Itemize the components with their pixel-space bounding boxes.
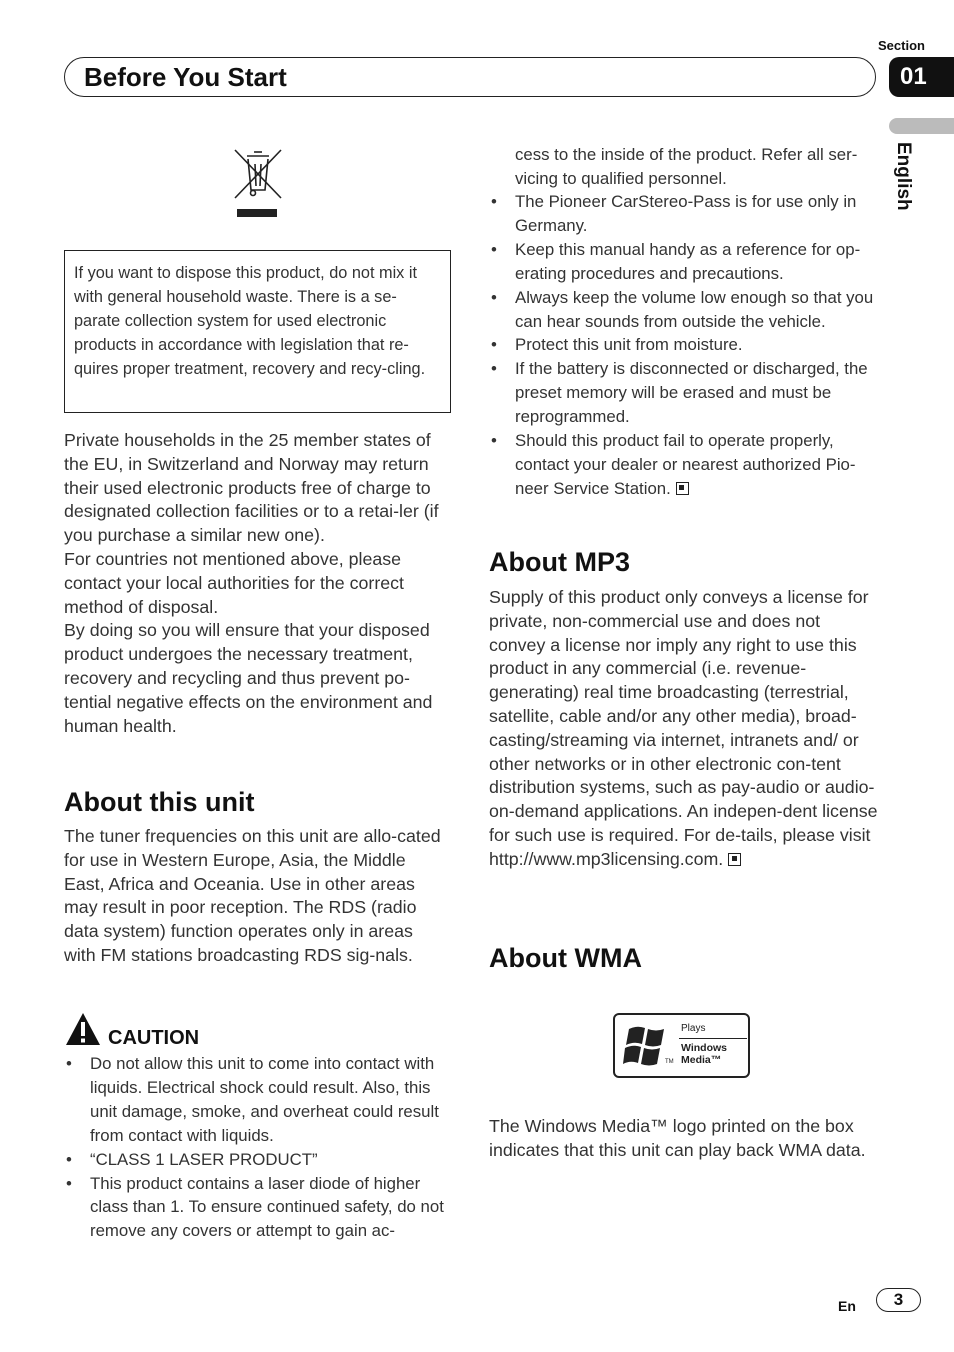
disposal-paragraph: By doing so you will ensure that your disposed product undergoes the necessary treatment, recovery and recycling and thus prevent po-tential negative effects on the environment and human health. <box>64 620 433 736</box>
about-mp3-text <box>489 586 881 872</box>
disposal-notice-box: If you want to dispose this product, do not mix it with general household waste. There is a se-parate collection system for used electronic products in accordance with legislation that re-quires proper treatment, recovery and recy-cling. <box>64 250 451 413</box>
caution-item: • This product contains a laser diode of higher class than 1. To ensure continued safety, do not remove any covers or attempt to gain ac- <box>64 1172 448 1244</box>
caution-item: • “CLASS 1 LASER PRODUCT” <box>64 1148 448 1172</box>
wma-logo-tm: TM <box>665 1059 674 1065</box>
disposal-paragraph: Private households in the 25 member states of the EU, in Switzerland and Norway may return their used electronic products free of charge to designated collection facilities or to a retai-ler (if you purchase a similar new one). <box>64 430 439 546</box>
disposal-text <box>64 429 454 738</box>
caution-item: • Do not allow this unit to come into contact with liquids. Electrical shock could result. Also, this unit damage, smoke, and overheat could result from contact with liquids. <box>64 1052 448 1148</box>
language-bar <box>889 118 954 134</box>
about-mp3-body: Supply of this product only conveys a license for private, non-commercial use and does not convey a license nor imply any right to use this product in any commercial (i.e. revenue-generating) real time broadcasting (terrestrial, satellite, cable and/or any other media), broad-casting/streaming via internet, intranets and/ or other networks or in other electronic con-tent distribution systems, such as pay-audio or audio-on-demand applications. An indepen-dent license for such use is required. For de-tails, please visit <box>489 587 878 845</box>
about-mp3-heading: About MP3 <box>489 547 630 577</box>
section-number: 01 <box>889 57 954 97</box>
precaution-item <box>489 429 879 501</box>
precaution-item-text: Should this product fail to operate properly, contact your dealer or nearest authorized Pio-neer Service Station. <box>515 431 856 498</box>
mp3-license-url[interactable]: http://www.mp3licensing.com. <box>489 848 724 869</box>
footer-language-code: En <box>838 1298 856 1314</box>
page-title: Before You Start <box>84 62 287 92</box>
wma-logo-divider <box>679 1038 747 1039</box>
page-number: 3 <box>876 1288 921 1312</box>
caution-warning-icon <box>64 1011 102 1047</box>
crossed-out-bin-icon <box>233 146 283 220</box>
precautions-list <box>489 190 879 501</box>
about-unit-heading: About this unit <box>64 787 255 817</box>
precaution-item: • Keep this manual handy as a reference for op-erating procedures and precautions. <box>489 238 879 286</box>
disposal-paragraph: For countries not mentioned above, please contact your local authorities for the correct method of disposal. <box>64 548 404 617</box>
end-mark-icon <box>676 482 689 495</box>
section-label: Section <box>878 38 925 53</box>
language-label: English <box>893 142 914 211</box>
continuation-text: cess to the inside of the product. Refer all ser-vicing to qualified personnel. <box>515 145 858 188</box>
end-mark-icon <box>728 853 741 866</box>
wma-logo-media: Media™ <box>681 1054 722 1066</box>
caution-label: CAUTION <box>108 1027 200 1049</box>
precaution-item: • If the battery is disconnected or discharged, the preset memory will be erased and must be reprogrammed. <box>489 357 879 429</box>
precaution-item: • Protect this unit from moisture. <box>489 333 879 357</box>
about-unit-body: The tuner frequencies on this unit are allo-cated for use in Western Europe, Asia, the Middle East, Africa and Oceania. Use in other areas may result in poor reception. The RDS (radio data system) function operates only in areas with FM stations broadcasting RDS sig-nals. <box>64 826 441 965</box>
precaution-item: • Always keep the volume low enough so that you can hear sounds from outside the vehicle. <box>489 286 879 334</box>
about-wma-body: The Windows Media™ logo printed on the box indicates that this unit can play back WMA data. <box>489 1116 866 1160</box>
wma-logo-plays: Plays <box>681 1023 706 1034</box>
precaution-item: • The Pioneer CarStereo-Pass is for use only in Germany. <box>489 190 879 238</box>
wma-logo-windows: Windows <box>681 1042 727 1054</box>
about-wma-heading: About WMA <box>489 943 642 973</box>
caution-list <box>64 1052 448 1243</box>
windows-media-logo <box>613 1013 750 1078</box>
